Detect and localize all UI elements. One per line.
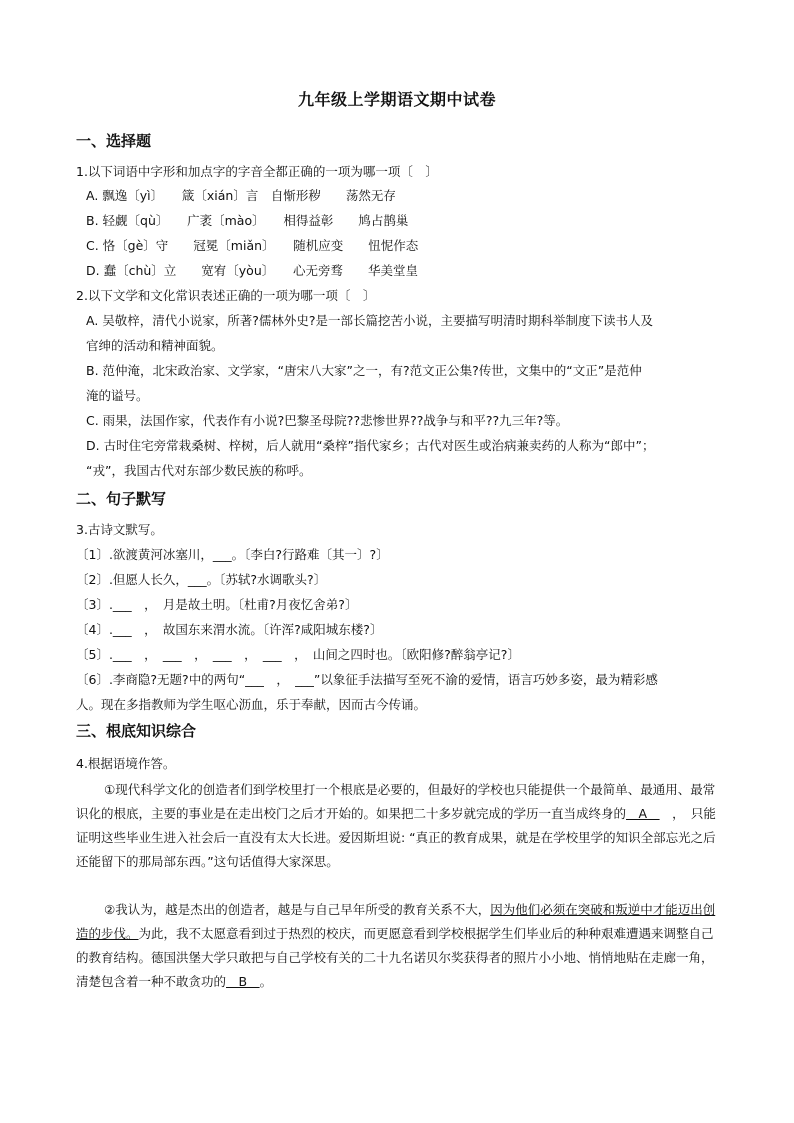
paragraph-1-text-b: ， 只能证明这些毕业生进入社会后一直没有太大长进。爱因斯坦说: “真正的教育成果，就是在学校里学的知识全部忘光之后还能留下的那局部东西。”这句话值得大家深思。	[76, 806, 716, 869]
question-1-option-d: D. 蠢〔chù〕立 宽宥〔yòu〕 心无旁骛 华美堂皇	[86, 263, 419, 278]
question-1-option-a: A. 飘逸〔yì〕 箴〔xián〕言 自惭形秽 荡然无存	[86, 188, 396, 203]
question-3-item-5: 〔5〕.___ ， ___ ， ___ ， ___ ， 山间之四时也。〔欧阳修?醉翁亭记?〕	[76, 647, 520, 662]
question-2-option-b-line1: B. 范仲淹，北宋政治家、文学家，“唐宋八大家”之一，有?范文正公集?传世，文集中的“文正”是范仲	[86, 363, 642, 378]
passage-paragraph-1	[76, 778, 722, 874]
paragraph-2-text-end: 。	[259, 974, 273, 989]
question-3-stem: 3.古诗文默写。	[76, 522, 163, 537]
question-2-stem: 2.以下文学和文化常识表述正确的一项为哪一项〔 〕	[76, 288, 376, 303]
question-3-item-6-line2: 人。现在多指教师为学生呕心沥血，乐于奉献，因而古今传诵。	[76, 697, 427, 712]
section-heading-choice: 一、选择题	[76, 132, 152, 150]
question-3-item-2: 〔2〕.但愿人长久，___。〔苏轼?水调歌头?〕	[76, 572, 327, 587]
question-2-option-c: C. 雨果，法国作家，代表作有小说?巴黎圣母院??悲惨世界??战争与和平??九三年?等。	[86, 413, 569, 428]
underlined-sentence: 因为他们必须在突破和叛逆中才能迈出创造的步伐。	[76, 902, 716, 941]
page-title: 九年级上学期语文期中试卷	[297, 90, 496, 109]
section-heading-knowledge: 三、根底知识综合	[76, 722, 197, 740]
question-2-option-a-line1: A. 吴敬梓，清代小说家，所著?儒林外史?是一部长篇挖苦小说，主要描写明清时期科举制度下读书人及	[86, 313, 654, 328]
paragraph-2-text-b: 为此，我不太愿意看到过于热烈的校庆，而更愿意看到学校根据学生们毕业后的种种艰难遭遇来调整自己的教育结构。德国洪堡大学只敢把与自己学校有关的二十九名诺贝尔奖获得者的照片小小地、悄悄地贴在走廊一角，清楚包含着一种不敢贪功的	[76, 926, 714, 989]
question-1-option-b: B. 轻觑〔qù〕 广袤〔mào〕 相得益彰 鸠占鹊巢	[86, 213, 409, 228]
paragraph-2-text-a: ②我认为，越是杰出的创造者，越是与自己早年所受的教育关系不大，	[104, 902, 491, 917]
blank-a: A	[626, 806, 660, 821]
question-4-stem: 4.根据语境作答。	[76, 756, 176, 771]
question-3-item-6-line1: 〔6〕.李商隐?无题?中的两句“___ ， ___”以象征手法描写至死不渝的爱情，语言巧妙多姿，最为精彩感	[76, 672, 658, 687]
question-2-option-b-line2: 淹的谥号。	[86, 388, 149, 403]
section-heading-recitation: 二、句子默写	[76, 490, 167, 508]
question-2-option-d-line1: D. 古时住宅旁常栽桑树、梓树，后人就用“桑梓”指代家乡；古代对医生或治病兼卖药的人称为“郎中”；	[86, 438, 655, 453]
question-2-option-d-line2: “戎”，我国古代对东部少数民族的称呼。	[86, 463, 312, 478]
paragraph-1-text-a: ①现代科学文化的创造者们到学校里打一个根底是必要的，但最好的学校也只能提供一个最简单、最通用、最常识化的根底，主要的事业是在走出校门之后才开始的。如果把二十多岁就完成的学历一直当成终身的	[76, 782, 716, 821]
question-3-item-4: 〔4〕.___ ， 故国东来渭水流。〔许浑?咸阳城东楼?〕	[76, 622, 383, 637]
blank-b: B	[226, 974, 260, 989]
passage-paragraph-2	[76, 898, 722, 994]
question-1-option-c: C. 恪〔gè〕守 冠冕〔miǎn〕 随机应变 忸怩作态	[86, 238, 419, 253]
question-3-item-1: 〔1〕.欲渡黄河冰塞川，___。〔李白?行路难〔其一〕?〕	[76, 547, 389, 562]
question-3-item-3: 〔3〕.___ ， 月是故土明。〔杜甫?月夜忆舍弟?〕	[76, 597, 358, 612]
question-1-stem: 1.以下词语中字形和加点字的字音全都正确的一项为哪一项〔 〕	[76, 164, 438, 179]
question-2-option-a-line2: 官绅的活动和精神面貌。	[86, 338, 224, 353]
